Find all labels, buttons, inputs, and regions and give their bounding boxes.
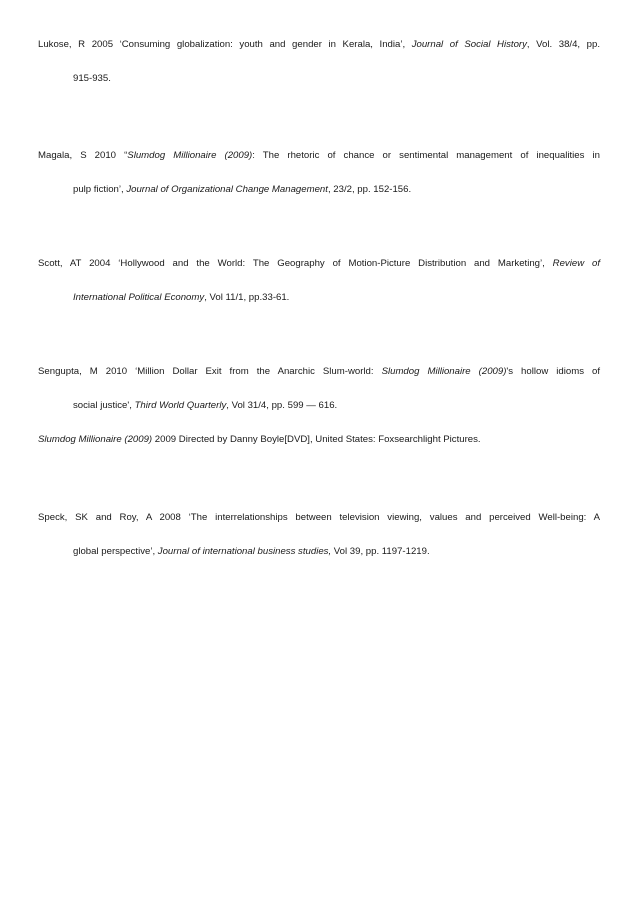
ref-title: Slumdog Millionaire (2009) — [127, 150, 253, 161]
ref-text: global perspective’, — [73, 546, 158, 557]
ref-text: Vol 39, pp. 1197-1219. — [331, 546, 430, 557]
reference-line — [38, 139, 600, 173]
ref-text: 's hollow idioms of — [506, 366, 601, 377]
ref-text: : The rhetoric of chance or sentimental management of inequalities in — [252, 150, 600, 161]
ref-text: Speck, SK and Roy, A 2008 ‘The interrelationships between television viewing, values and perceived Well-being: A — [38, 512, 600, 523]
ref-text: , Vol. 38/4, pp. — [526, 39, 600, 50]
ref-text: pulp fiction’, — [73, 184, 127, 195]
ref-text: 2009 Directed by Danny Boyle[DVD], United States: Foxsearchlight Pictures. — [152, 434, 481, 445]
ref-journal: International Political Economy — [73, 292, 205, 303]
reference-line — [38, 247, 600, 281]
reference-sengupta — [38, 355, 600, 423]
ref-text: Lukose, R 2005 ‘Consuming globalization: youth and gender in Kerala, India’, — [38, 39, 412, 50]
reference-line — [38, 281, 600, 315]
reference-line — [38, 355, 600, 389]
reference-line — [38, 535, 600, 569]
reference-line — [38, 501, 600, 535]
reference-magala — [38, 139, 600, 207]
ref-text: , Vol 31/4, pp. 599 — 616. — [226, 400, 338, 411]
ref-text: , Vol 11/1, pp.33-61. — [204, 292, 290, 303]
ref-journal: Third World Quarterly — [134, 400, 227, 411]
ref-text: , 23/2, pp. 152-156. — [327, 184, 412, 195]
ref-title: Slumdog Millionaire (2009) — [38, 434, 153, 445]
reference-scott — [38, 247, 600, 315]
ref-title: Slumdog Millionaire (2009) — [381, 366, 507, 377]
ref-journal: Journal of international business studies, — [157, 546, 332, 557]
reference-line — [38, 389, 600, 423]
ref-text: Magala, S 2010 “ — [38, 150, 128, 161]
reference-line — [38, 62, 600, 96]
ref-journal: Journal of Organizational Change Management — [126, 184, 328, 195]
ref-text: Scott, AT 2004 ‘Hollywood and the World: The Geography of Motion-Picture Distribution and Marketing’, — [38, 258, 553, 269]
reference-slumdog-film — [38, 423, 600, 457]
ref-journal: Review of — [552, 258, 600, 269]
ref-text: social justice', — [73, 400, 135, 411]
reference-lukose — [38, 28, 600, 96]
reference-line — [38, 423, 600, 457]
reference-line — [38, 28, 600, 62]
reference-speck — [38, 501, 600, 569]
ref-text: Sengupta, M 2010 ‘Million Dollar Exit from the Anarchic Slum-world: — [38, 366, 382, 377]
ref-journal: Journal of Social History — [411, 39, 527, 50]
reference-line — [38, 173, 600, 207]
ref-text: 915-935. — [73, 73, 111, 84]
